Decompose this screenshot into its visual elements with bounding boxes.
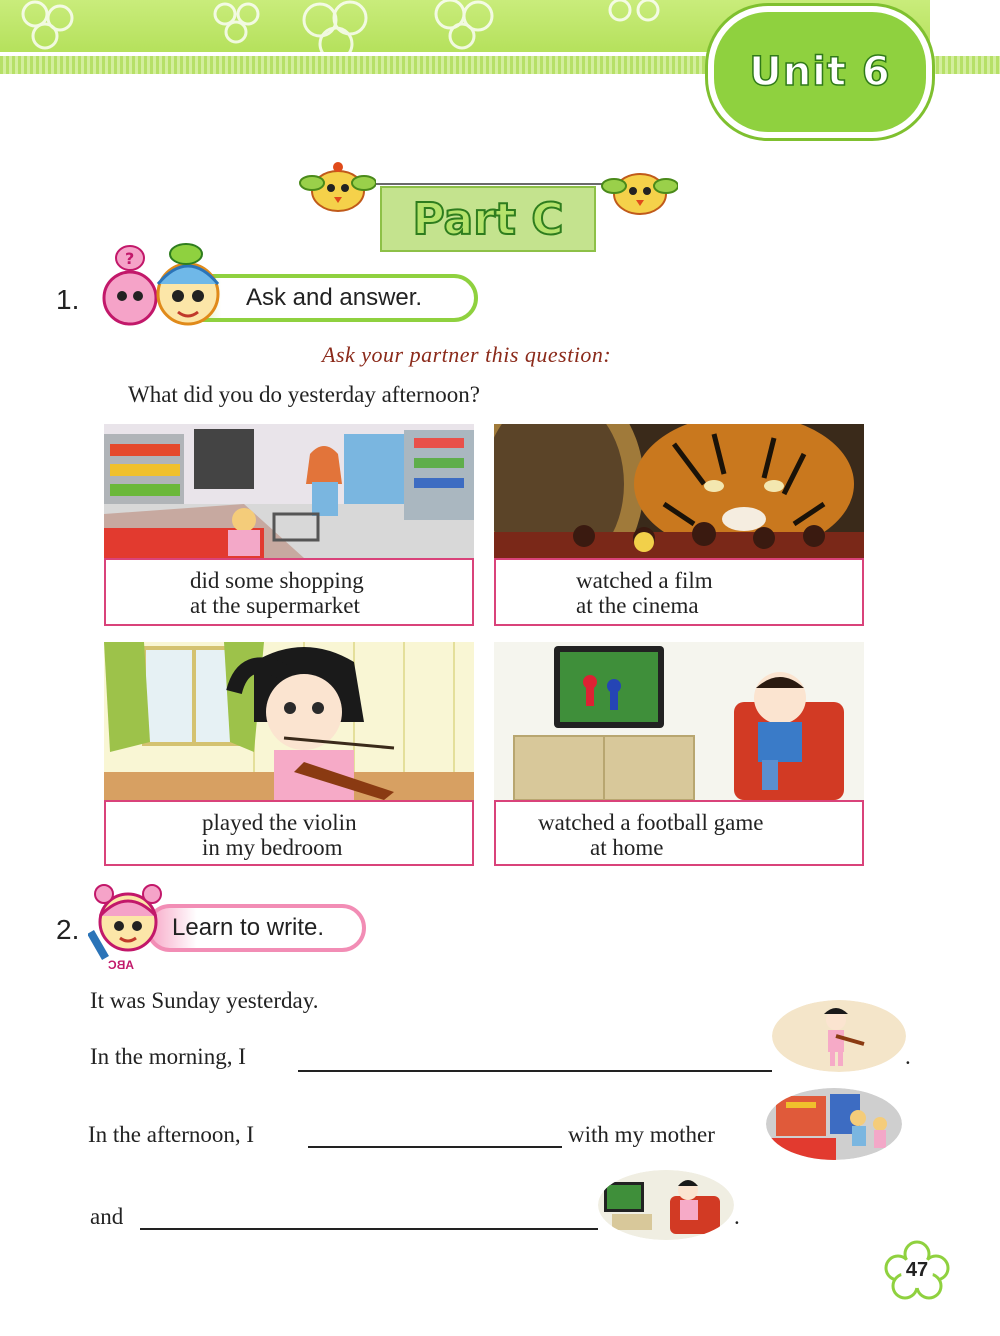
supermarket-picture: [104, 424, 474, 558]
caption-box-football: [494, 800, 864, 866]
sentence-2-start: In the morning, I: [90, 1044, 246, 1069]
caption-box-violin: [104, 800, 474, 866]
question-text: What did you do yesterday afternoon?: [128, 382, 480, 407]
mascots-ask-icon: [90, 240, 240, 330]
section-2-title-pill: [146, 904, 366, 952]
caption-line: watched a football game: [538, 810, 764, 835]
page-number: 47: [905, 1258, 929, 1281]
cinema-picture: [494, 424, 864, 558]
caption-line: played the violin: [202, 810, 357, 835]
answer-blank-morning[interactable]: [298, 1070, 772, 1072]
caption-line: at home: [590, 835, 664, 860]
bird-right-icon: [600, 160, 678, 226]
answer-blank-afternoon[interactable]: [308, 1146, 562, 1148]
section-2-title: Learn to write.: [172, 914, 325, 941]
bird-left-icon: [298, 155, 376, 221]
football-tv-picture: [494, 642, 864, 800]
caption-line: did some shopping: [190, 568, 364, 593]
caption-line: in my bedroom: [202, 835, 343, 860]
sentence-3-mid: with my mother: [568, 1122, 715, 1147]
sentence-4-start: and: [90, 1204, 124, 1229]
instruction-text: Ask your partner this question:: [322, 342, 612, 367]
sentence-1: It was Sunday yesterday.: [90, 988, 319, 1013]
answer-blank-evening[interactable]: [140, 1228, 598, 1230]
caption-line: watched a film: [576, 568, 713, 593]
caption-box-shopping: [104, 558, 474, 626]
caption-line: at the supermarket: [190, 593, 360, 618]
unit-badge: Unit 6: [708, 6, 932, 138]
football-tv-thumbnail: [598, 1170, 734, 1240]
section-1-number: 1.: [56, 284, 80, 315]
part-title: Part C: [380, 186, 596, 252]
sentence-2-end: .: [905, 1044, 911, 1069]
section-1-title: Ask and answer.: [246, 284, 423, 311]
section-2-number: 2.: [56, 914, 80, 945]
caption-box-film: [494, 558, 864, 626]
sentence-4-end: .: [734, 1204, 740, 1229]
clover-decoration-icon: [0, 0, 700, 52]
sentence-3-start: In the afternoon, I: [88, 1122, 255, 1147]
violin-picture: [104, 642, 474, 800]
violin-thumbnail: [772, 1000, 906, 1072]
caption-line: at the cinema: [576, 593, 699, 618]
mascot-tag: ABC: [108, 958, 134, 972]
shopping-thumbnail: [766, 1088, 902, 1160]
svg-text:?: ?: [125, 249, 135, 268]
